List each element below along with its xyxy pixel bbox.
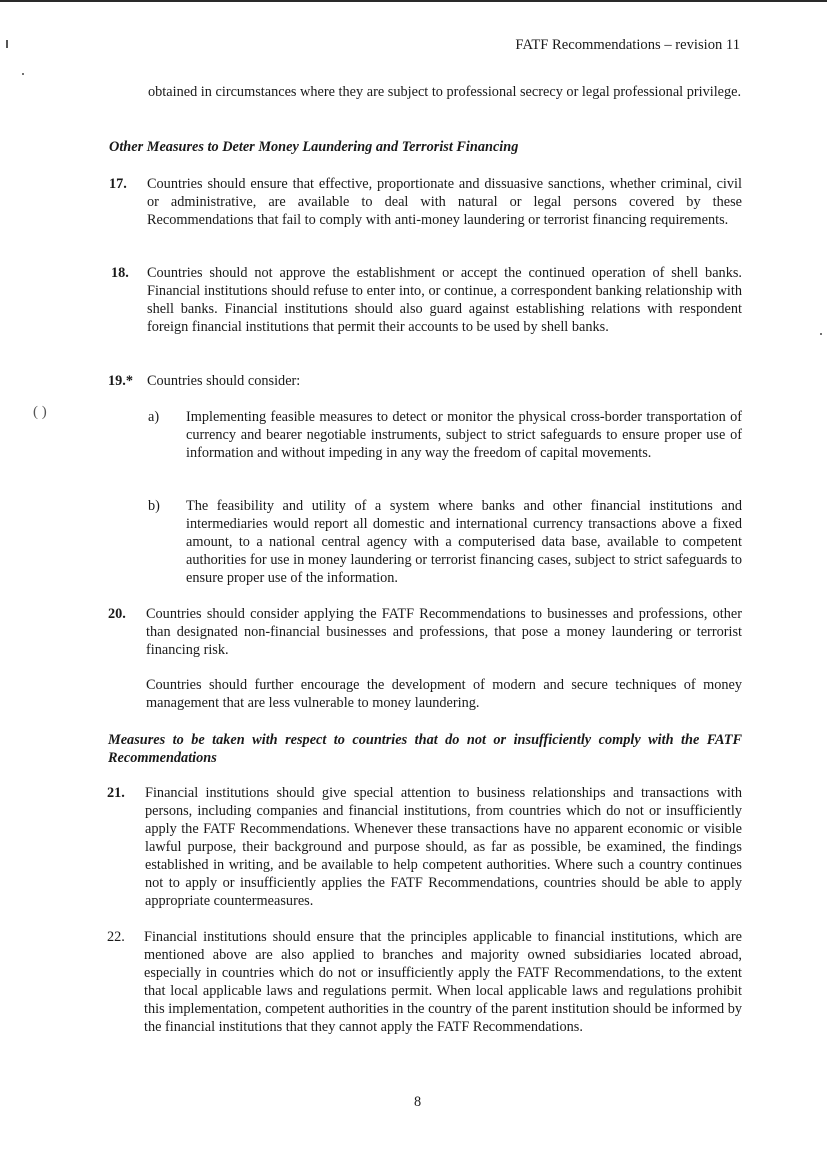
recommendation-20-text-2: Countries should further encourage the development of modern and secure techniques of money management that are less vulnerable to money laundering.	[146, 677, 742, 711]
recommendation-17-text: Countries should ensure that effective, proportionate and dissuasive sanctions, whether criminal, civil or administrative, are available to deal with natural or legal persons covered by these Recommendations that fail to comply with anti-money laundering or terrorist financing requirements.	[147, 176, 742, 228]
recommendation-21-number: 21.	[107, 785, 125, 801]
recommendation-19-number: 19.*	[108, 373, 134, 389]
recommendation-22-text: Financial institutions should ensure that the principles applicable to financial institutions, which are mentioned above are also applied to branches and majority owned subsidiaries located abroad, especially in countries which do not or insufficiently apply the FATF Recommendations, to the extent that local applicable laws and regulations permit. When local applicable laws and regulations prohibit this implementation, competent authorities in the country of the parent institution should be informed by the financial institutions that they cannot apply the FATF Recommendations.	[144, 929, 742, 1035]
recommendation-19-b-label: b)	[148, 498, 160, 514]
recommendation-19-b-text: The feasibility and utility of a system where banks and other financial institutions and intermediaries would report all domestic and international currency transactions above a fixed amount, to a national central agency with a computerised data base, available to competent authorities for use in money laundering or terrorist financing cases, subject to strict safeguards to ensure proper use of the information.	[186, 498, 742, 586]
scan-speck	[22, 73, 24, 75]
recommendation-21-text: Financial institutions should give special attention to business relationships and transactions with persons, including companies and financial institutions, from countries which do not or insufficiently apply the FATF Recommendations. Whenever these transactions have no apparent economic or visible lawful purpose, their background and purpose should, as far as possible, be examined, the findings established in writing, and be available to help competent authorities. Where such a country continues not to apply or insufficiently applies the FATF Recommendations, countries should be able to apply appropriate countermeasures.	[145, 785, 742, 909]
recommendation-19-a-label: a)	[148, 409, 160, 425]
section-heading-non-compliant-countries: Measures to be taken with respect to countries that do not or insufficiently comply with the FATF Recommendations	[108, 732, 742, 766]
recommendation-20-number: 20.	[108, 606, 126, 622]
recommendation-17-number: 17.	[109, 176, 127, 192]
page-top-border	[0, 0, 827, 2]
recommendation-19-intro: Countries should consider:	[147, 373, 301, 389]
scan-speck	[820, 333, 822, 335]
running-header: FATF Recommendations – revision 11	[515, 37, 740, 53]
page-number: 8	[414, 1094, 422, 1110]
recommendation-22-number: 22.	[107, 929, 125, 945]
continuation-paragraph: obtained in circumstances where they are subject to professional secrecy or legal professional privilege.	[148, 84, 742, 100]
section-heading-other-measures: Other Measures to Deter Money Laundering and Terrorist Financing	[109, 139, 519, 155]
scan-edge-mark	[6, 40, 8, 48]
recommendation-18-number: 18.	[111, 265, 129, 281]
recommendation-18-text: Countries should not approve the establishment or accept the continued operation of shell banks. Financial institutions should refuse to enter into, or continue, a correspondent banking relationship with shell banks. Financial institutions should also guard against establishing relations with respondent foreign financial institutions that permit their accounts to be used by shell banks.	[147, 265, 742, 335]
recommendation-19-a-text: Implementing feasible measures to detect or monitor the physical cross-border transportation of currency and bearer negotiable instruments, subject to strict safeguards to ensure proper use of information and without impeding in any way the freedom of capital movements.	[186, 409, 742, 461]
recommendation-20-text-1: Countries should consider applying the FATF Recommendations to businesses and professions, other than designated non-financial businesses and professions, that pose a money laundering or terrorist financing risk.	[146, 606, 742, 658]
scan-artifact: ( )	[33, 404, 47, 420]
